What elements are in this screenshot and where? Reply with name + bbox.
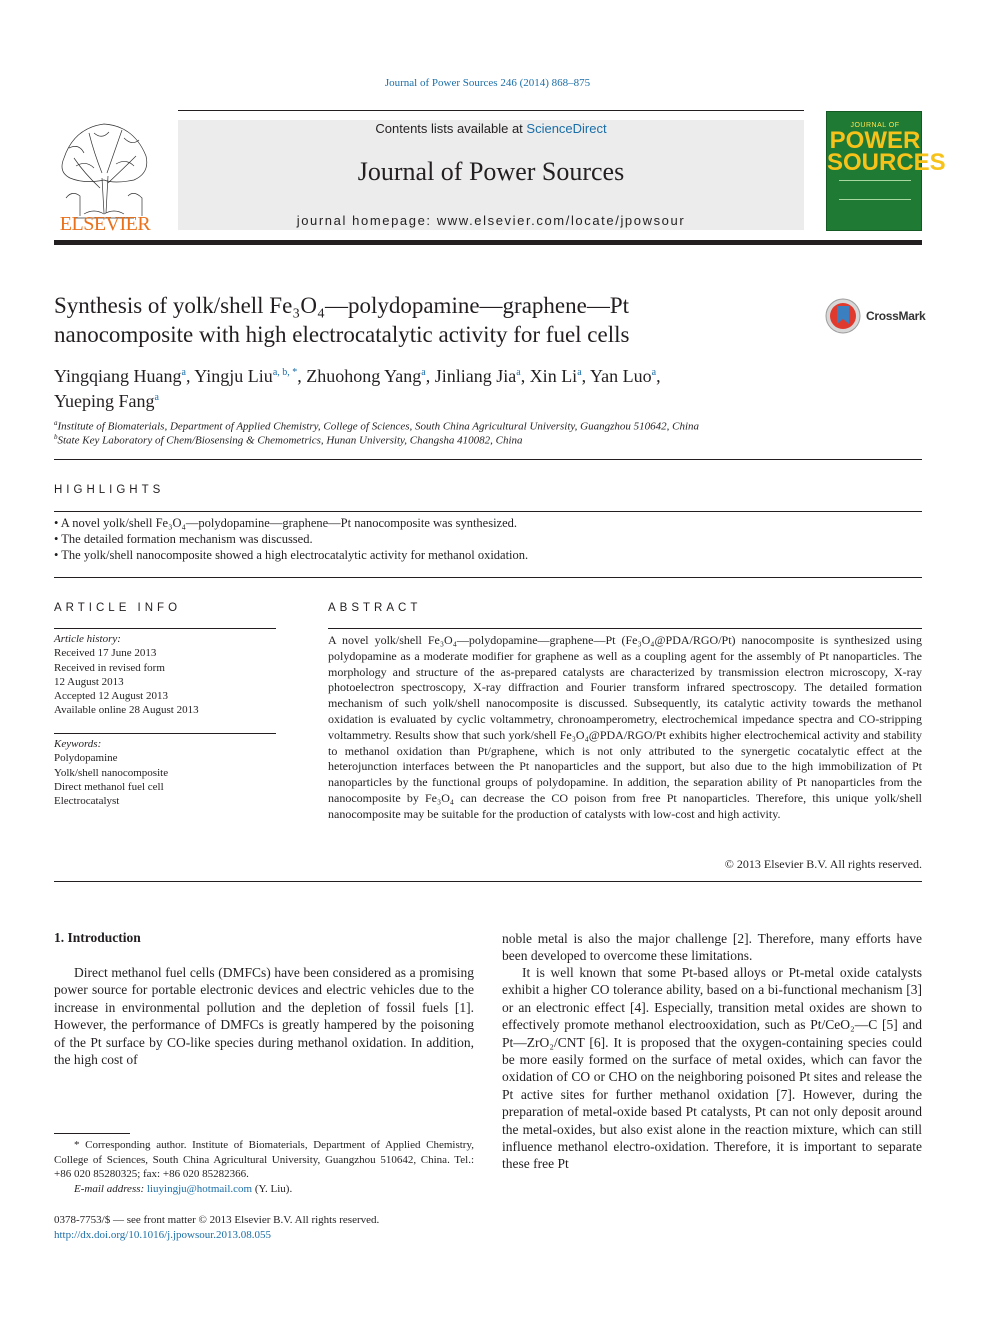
author-affil-sup[interactable]: a, b, * bbox=[272, 367, 298, 378]
journal-citation[interactable]: Journal of Power Sources 246 (2014) 868–875 bbox=[384, 77, 591, 89]
highlights-rule bbox=[54, 511, 922, 512]
intro-right-paragraph-1: noble metal is also the major challenge [2]. Therefore, many efforts have been developed to overcome these limitations. bbox=[502, 931, 922, 964]
abstract-rule bbox=[328, 628, 922, 629]
history-entry: 12 August 2013 bbox=[54, 675, 124, 688]
intro-left-paragraph: Direct methanol fuel cells (DMFCs) have been considered as a promising power source for portable electronic devices and electric vehicles due to the increase in environmental pollution and the depletion of fossil fuels [1]. However, the performance of DMFCs is greatly hampered by the poisoning of the Pt surface by CO-like species during methanol oxidation. In addition, the high cost of bbox=[54, 965, 474, 1068]
affiliation-sup: b bbox=[54, 433, 58, 441]
history-entry: Received 17 June 2013 bbox=[54, 647, 157, 660]
contents-prefix: Contents lists available at bbox=[375, 121, 527, 136]
journal-title: Journal of Power Sources bbox=[357, 157, 625, 186]
email-label: E-mail address: bbox=[74, 1182, 147, 1195]
history-entry: Received in revised form bbox=[54, 661, 165, 674]
contents-line bbox=[178, 121, 804, 136]
cover-title-small: JOURNAL OF bbox=[850, 122, 900, 129]
author-affil-sup[interactable]: a bbox=[516, 367, 521, 378]
article-info-rule bbox=[54, 628, 276, 629]
footnote-rule bbox=[54, 1133, 130, 1134]
history-entry: Accepted 12 August 2013 bbox=[54, 690, 168, 703]
crossmark-label[interactable]: CrossMark bbox=[866, 309, 926, 323]
author-name[interactable]: Yan Luo bbox=[589, 366, 652, 386]
affiliation-text: Institute of Biomaterials, Department of Applied Chemistry, College of Sciences, South China Agricultural University, Guangzhou 510642, China bbox=[57, 420, 700, 433]
highlights-bottom-rule bbox=[54, 577, 922, 578]
keyword: Yolk/shell nanocomposite bbox=[54, 766, 169, 779]
title-line-2: nanocomposite with high electrocatalytic activity for fuel cells bbox=[54, 322, 630, 347]
author-affil-sup[interactable]: a bbox=[154, 392, 159, 403]
affiliation-b bbox=[54, 430, 914, 448]
abstract-bottom-rule bbox=[54, 881, 922, 882]
abstract-text: A novel yolk/shell Fe₃O₄—polydopamine—graphene—Pt (Fe₃O₄@PDA/RGO/Pt) nanocomposite is synthesized using polydopamine as a moderate modifier for graphene as well as a coupling agent for the assembly of Pt nanoparticles. The morphology and structure of the as-prepared catalysts are characterized by transmission electron microscopy, X-ray photoelectron spectroscopy, X-ray diffraction and Fourier transform infrared spectroscopy. The detailed formation mechanism of such yolk/shell nanocomposite is discussed. Subsequently, its catalytic activity towards the methanol oxidation is evaluated by cyclic voltammetry, chronoamperometry, electrochemical impedance spectra and CO-stripping voltammetry. Results show that such york/shell Fe₃O₄@PDA/RGO/Pt exhibits higher electrochemical activity and stability to methanol oxidation than Pt/graphene, which is not only attributed to the synergetic cocatalytic effect at the heterojunction interfaces between the Pt nanoparticles and the support, but also due to the high immobilization of Pt nanoparticles by the functional groups of polydopamine. In addition, the separation ability of Pt nanoparticles from the nanocomposite by Fe₃O₄ can decrease the CO poison from free Pt nanoparticles. Therefore, this unique yolk/shell nanocomposite may be suitable for the production of catalysts with low-cost and high activity. bbox=[328, 633, 922, 821]
author-name[interactable]: Yingqiang Huang bbox=[54, 366, 182, 386]
section-heading-introduction: 1. Introduction bbox=[54, 930, 141, 945]
affiliation-text: State Key Laboratory of Chem/Biosensing & Chemometrics, Hunan University, Changsha 410082, China bbox=[57, 434, 523, 447]
email-link[interactable]: liuyingju@hotmail.com bbox=[146, 1182, 253, 1195]
author-affil-sup[interactable]: a bbox=[421, 367, 426, 378]
cover-decoration bbox=[839, 180, 911, 200]
keyword: Direct methanol fuel cell bbox=[54, 780, 164, 793]
doi-link[interactable]: http://dx.doi.org/10.1016/j.jpowsour.2013.08.055 bbox=[54, 1229, 272, 1241]
corresponding-author-footnote bbox=[54, 1138, 474, 1196]
corresponding-text: * Corresponding author. Institute of Biomaterials, Department of Applied Chemistry, College of Sciences, South China Agricultural University, Guangzhou 510642, China. Tel.: +86 020 85280325; fax: +86 020 85282366. bbox=[54, 1139, 474, 1180]
title-line-1: Synthesis of yolk/shell Fe₃O₄—polydopamine—graphene—Pt bbox=[54, 293, 630, 318]
intro-right-paragraph-2: It is well known that some Pt-based alloys or Pt-metal oxide catalysts exhibit a higher CO tolerance ability, based on a bi-functional mechanism [3] or an electronic effect [4]. Especially, transition metal oxides are shown to effectively promote methanol electrooxidation, such as Pt/CeO₂—C [5] and Pt—ZrO₂/CNT [6]. It is proposed that the oxygen-containing species could be more easily formed on the surface of metal oxides, which can favor the oxidation of CO or CHO on the neighboring poisoned Pt sites and release the Pt active sites for further methanol oxidation [7]. However, during the preparation of metal-oxide based Pt catalysts, Pt can not only deposit around the metal-oxides, but also exist alone in the reaction mixture, which can still influence methanol electro-oxidation. Therefore, it is important to separate these free Pt bbox=[502, 965, 922, 1172]
elsevier-wordmark: ELSEVIER bbox=[59, 213, 151, 235]
keywords-rule bbox=[54, 733, 276, 734]
journal-cover-thumbnail[interactable] bbox=[826, 111, 946, 231]
journal-homepage[interactable]: journal homepage: www.elsevier.com/locate/jpowsour bbox=[296, 213, 686, 228]
article-history bbox=[54, 632, 276, 718]
author-name[interactable]: Xin Li bbox=[529, 366, 578, 386]
header-top-rule bbox=[178, 110, 804, 111]
highlight-item: • The detailed formation mechanism was discussed. bbox=[54, 532, 313, 546]
history-label: Article history: bbox=[54, 633, 121, 645]
article-info-heading: ARTICLE INFO bbox=[54, 602, 182, 614]
cover-title-large: POWER SOURCES bbox=[827, 127, 946, 176]
author-affil-sup[interactable]: a bbox=[181, 367, 186, 378]
keywords bbox=[54, 737, 276, 808]
author-affil-sup[interactable]: a bbox=[651, 367, 657, 378]
email-line bbox=[54, 1182, 474, 1197]
issn-line: 0378-7753/$ — see front matter © 2013 Elsevier B.V. All rights reserved. bbox=[54, 1214, 380, 1226]
highlights-heading: HIGHLIGHTS bbox=[54, 484, 165, 496]
header-thick-rule bbox=[54, 240, 922, 245]
author-name[interactable]: Yueping Fang bbox=[54, 391, 155, 411]
highlight-item: • The yolk/shell nanocomposite showed a high electrocatalytic activity for methanol oxidation. bbox=[54, 548, 529, 562]
author-name[interactable]: Zhuohong Yang bbox=[306, 366, 422, 386]
keyword: Electrocatalyst bbox=[54, 795, 120, 808]
affiliation-sup: a bbox=[54, 419, 58, 427]
abstract-copyright: © 2013 Elsevier B.V. All rights reserved. bbox=[724, 857, 922, 871]
email-suffix: (Y. Liu). bbox=[252, 1182, 293, 1195]
article-title bbox=[54, 291, 794, 349]
abstract-heading: ABSTRACT bbox=[328, 602, 422, 614]
author-name[interactable]: Yingju Liu bbox=[194, 366, 273, 386]
author-name[interactable]: Jinliang Jia bbox=[434, 366, 517, 386]
author-affil-sup[interactable]: a bbox=[577, 367, 582, 378]
front-matter bbox=[54, 1213, 379, 1243]
keywords-label: Keywords: bbox=[54, 738, 102, 750]
history-entry: Available online 28 August 2013 bbox=[54, 704, 199, 717]
sciencedirect-link[interactable]: ScienceDirect bbox=[526, 121, 607, 136]
highlight-item: • A novel yolk/shell Fe₃O₄—polydopamine—graphene—Pt nanocomposite was synthesized. bbox=[54, 516, 518, 530]
affiliation-rule bbox=[54, 459, 922, 460]
keyword: Polydopamine bbox=[54, 752, 118, 765]
author-list: Yingqiang Huang$^a$, Yingju Liu$^{a, b, *}$, Zhuohong Yang$^a$, Jinliang Jia$^a$, Xin Li$^a$, Yan Luo$^a$, Yueping Fang$^a$ bbox=[54, 366, 661, 411]
